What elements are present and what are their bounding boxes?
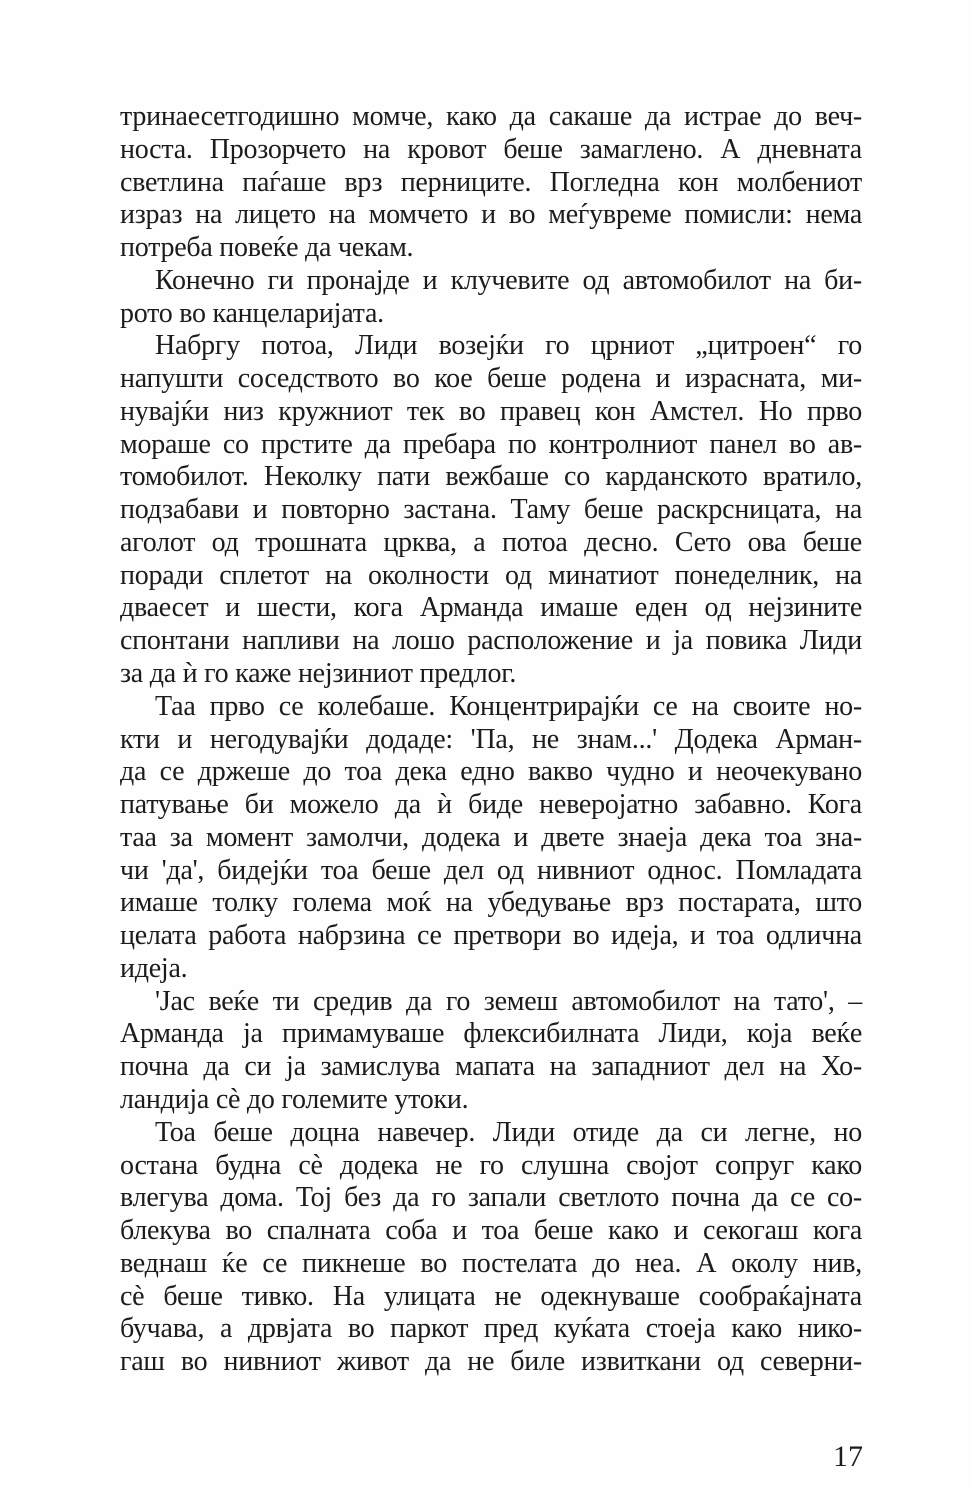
text-line: Арманда ја примамуваше флексибилната Лиди, која веќе [120, 1018, 862, 1050]
text-line: 'Јас веќе ти средив да го земеш автомобилот на тато', – [155, 985, 862, 1017]
text-line: гаш во нивниот живот да не биле извиткани од северни- [120, 1346, 862, 1378]
text-line: кти и негодувајќи додаде: 'Па, не знам...' Додека Арман- [120, 723, 862, 755]
text-line: светлина паѓаше врз перниците. Погледна кон молбениот [120, 166, 862, 198]
text-line: веднаш ќе се пикнеше во постелата до неа. А околу нив, [120, 1247, 862, 1279]
text-line: напушти соседството во кое беше родена и израсната, ми- [120, 363, 862, 395]
text-line: влегува дома. Тој без да го запали светлото почна да се со- [120, 1182, 862, 1214]
text-line: подзабави и повторно застана. Таму беше раскрсницата, на [120, 494, 862, 526]
text-line: целата работа набрзина се претвори во идеја, и тоа одлична [120, 920, 862, 952]
page-number: 17 [833, 1440, 863, 1473]
text-line: за да ѝ го каже нејзиниот предлог. [120, 658, 517, 690]
text-line: ландија сѐ до големите утоки. [120, 1083, 469, 1115]
text-line: остана будна сѐ додека не го слушна својот сопруг како [120, 1149, 862, 1181]
text-line: израз на лицето на момчето и во меѓувреме помисли: нема [120, 199, 862, 231]
text-line: нувајќи низ кружниот тек во правец кон Амстел. Но прво [120, 395, 862, 427]
text-line: да се држеше до тоа дека едно вакво чудно и неочекувано [120, 756, 862, 788]
text-line: имаше толку голема моќ на убедување врз постарата, што [120, 887, 862, 919]
text-line: таа за момент замолчи, додека и двете знаеја дека тоа зна- [120, 821, 862, 853]
text-line: томобилот. Неколку пати вежбаше со карданското вратило, [120, 461, 862, 493]
text-line: спонтани напливи на лошо расположение и ја повика Лиди [120, 625, 862, 657]
text-line: носта. Прозорчето на кровот беше замаглено. А дневната [120, 133, 862, 165]
text-line: рото во канцеларијата. [120, 297, 384, 329]
text-line: патување би можело да ѝ биде неверојатно забавно. Кога [120, 789, 862, 821]
text-line: дваесет и шести, кога Арманда имаше еден од нејзините [120, 592, 862, 624]
text-line: сѐ беше тивко. На улицата не одекнуваше сообраќајната [120, 1280, 862, 1312]
text-line: Набргу потоа, Лиди возејќи го црниот „цитроен“ го [155, 330, 862, 362]
text-line: потреба повеќе да чекам. [120, 232, 414, 264]
text-line: чи 'да', бидејќи тоа беше дел од нивниот однос. Помладата [120, 854, 862, 886]
text-line: аголот од трошната црква, а потоа десно. Сето ова беше [120, 526, 862, 558]
text-line: блекува во спалната соба и тоа беше како и секогаш кога [120, 1215, 862, 1247]
text-line: почна да си ја замислува мапата на западниот дел на Хо- [120, 1051, 862, 1083]
text-line: Таа прво се колебаше. Концентрирајќи се на своите но- [155, 690, 862, 722]
text-line: Конечно ги пронајде и клучевите од автомобилот на би- [155, 264, 862, 296]
text-line: идеја. [120, 952, 188, 984]
text-line: бучава, а дрвјата во паркот пред куќата стоеја како нико- [120, 1313, 862, 1345]
text-line: мораше со прстите да пребара по контролниот панел во ав- [120, 428, 862, 460]
text-line: поради сплетот на околности од минатиот понеделник, на [120, 559, 862, 591]
body-text [120, 101, 862, 1379]
text-line: Тоа беше доцна навечер. Лиди отиде да си легне, но [155, 1116, 862, 1148]
text-line: тринаесетгодишно момче, како да сакаше да истрае до веч- [120, 101, 862, 132]
